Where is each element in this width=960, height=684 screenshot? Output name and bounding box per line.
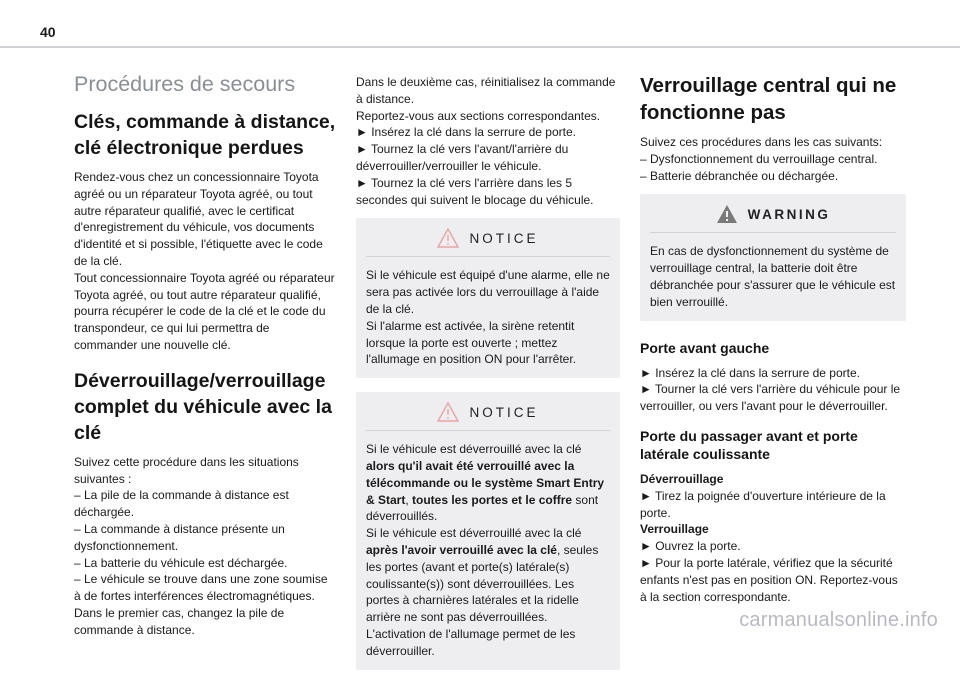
- front-left-door-text: ► Insérez la clé dans la serrure de porte. ► Tourner la clé vers l'arrière du véhicule pour le verrouiller, ou vers l'avant pour le déverrouiller.: [640, 365, 901, 414]
- lock-text: ► Ouvrez la porte. ► Pour la porte latérale, vérifiez que la sécurité enfants n'est pas en position ON. Reportez-vous à la section correspondante.: [640, 539, 898, 604]
- section-text-key-unlock: Suivez cette procédure dans les situations suivantes : – La pile de la commande à distance est déchargée. – La commande à distance présente un dysfonctionnement. – La batterie du véhicule est déchargée. – Le véhicule se trouve dans une zone soumise à de fortes interférences électromagnétiques. Dans le premier cas, changez la pile de commande à distance.: [74, 454, 328, 637]
- watermark-text: carmanualsonline.info: [739, 609, 938, 631]
- key-procedure-text: Dans le deuxième cas, réinitialisez la commande à distance. Reportez-vous aux sections correspondantes. ► Insérez la clé dans la serrure de porte. ► Tournez la clé vers l'avant/l'arrière du déverrouiller/verrouiller le véhicule. ► Tournez la clé vers l'arrière dans les 5 secondes qui suivent le blocage du véhicule.: [356, 75, 616, 207]
- warning-box: [640, 194, 906, 320]
- unlock-label: [640, 471, 906, 488]
- warning-title: WARNING: [747, 206, 831, 222]
- text-run: , seules les portes (avant et porte(s) latérale(s) coulissante(s)) sont déverrouillées. Les portes à charnières latérales et la ridelle arrière ne sont pas déverrouillées. L'activation de l'allumage permet de les déverrouiller.: [366, 542, 599, 658]
- warning-header: [650, 204, 896, 233]
- bold-run: alors qu'il avait été verrouillé avec la télécommande ou le système Smart Entry & Start: [366, 458, 605, 507]
- column-2: [356, 60, 620, 684]
- notice-header: [366, 402, 610, 431]
- section-text-lost-keys: Rendez-vous chez un concessionnaire Toyota agréé ou un réparateur Toyota agréé, ou tout autre réparateur qualifié, avec le certificat d'enregistrement du véhicule, vos documents d'identité et si possible, l'étiquette avec le code de la clé. Tout concessionnaire Toyota agréé ou réparateur Toyota agréé, ou tout autre réparateur qualifié, pourra récupérer le code de la clé et le code du transpondeur, ce qui lui permettra de commander une nouvelle clé.: [74, 170, 335, 352]
- bold-run: Verrouillage: [640, 522, 709, 537]
- notice-triangle-icon: [437, 402, 459, 422]
- column-1: [74, 60, 336, 647]
- warning-text: En cas de dysfonctionnement du système de verrouillage central, la batterie doit être débranchée pour s'assurer que le véhicule est bien verrouillé.: [650, 244, 896, 309]
- notice-text-unlock-2: [366, 525, 610, 659]
- section-heading-central-locking: Verrouillage central qui ne fonctionne pas: [640, 74, 897, 124]
- notice-header: [366, 228, 610, 257]
- section-heading-key-unlock: Déverrouillage/verrouillage complet du véhicule avec la clé: [74, 369, 332, 444]
- page-number: 40: [40, 24, 56, 40]
- bold-run: après l'avoir verrouillé avec la clé: [366, 542, 557, 557]
- lock-label: [640, 521, 906, 538]
- notice-box-alarm: [356, 218, 620, 378]
- page-title: Procédures de secours: [74, 72, 296, 96]
- text-run: Si le véhicule est déverrouillé avec la clé: [366, 442, 582, 457]
- header-rule: [0, 46, 960, 48]
- bold-run: Déverrouillage: [640, 471, 724, 486]
- section-heading-lost-keys: Clés, commande à distance, clé électronique perdues: [74, 111, 336, 159]
- text-run: Si le véhicule est déverrouillé avec la clé: [366, 526, 582, 541]
- central-locking-intro: Suivez ces procédures dans les cas suivants: – Dysfonctionnement du verrouillage central. – Batterie débranchée ou déchargée.: [640, 135, 883, 183]
- subheading-front-left-door: Porte avant gauche: [640, 339, 770, 356]
- column-3: [640, 60, 906, 613]
- text-run: ,: [405, 492, 413, 507]
- notice-triangle-icon: [437, 228, 459, 248]
- bold-run: toutes les portes et le coffre: [412, 492, 573, 507]
- notice-text-unlock-1: [366, 441, 610, 525]
- notice-title: NOTICE: [469, 230, 539, 246]
- warning-triangle-icon: [716, 204, 738, 224]
- notice-title: NOTICE: [469, 404, 539, 420]
- text-run: sont déverrouillés.: [366, 492, 599, 524]
- subheading-passenger-sliding-door: Porte du passager avant et porte latérale coulissante: [640, 427, 858, 462]
- notice-text-alarm: Si le véhicule est équipé d'une alarme, elle ne sera pas activée lors du verrouillage à l'aide de la clé. Si l'alarme est activée, la sirène retentit lorsque la porte est ouverte ; mettez l'allumage en position ON pour l'arrêter.: [366, 268, 610, 367]
- notice-box-unlock: [356, 392, 620, 669]
- unlock-text: ► Tirez la poignée d'ouverture intérieure de la porte.: [640, 488, 886, 520]
